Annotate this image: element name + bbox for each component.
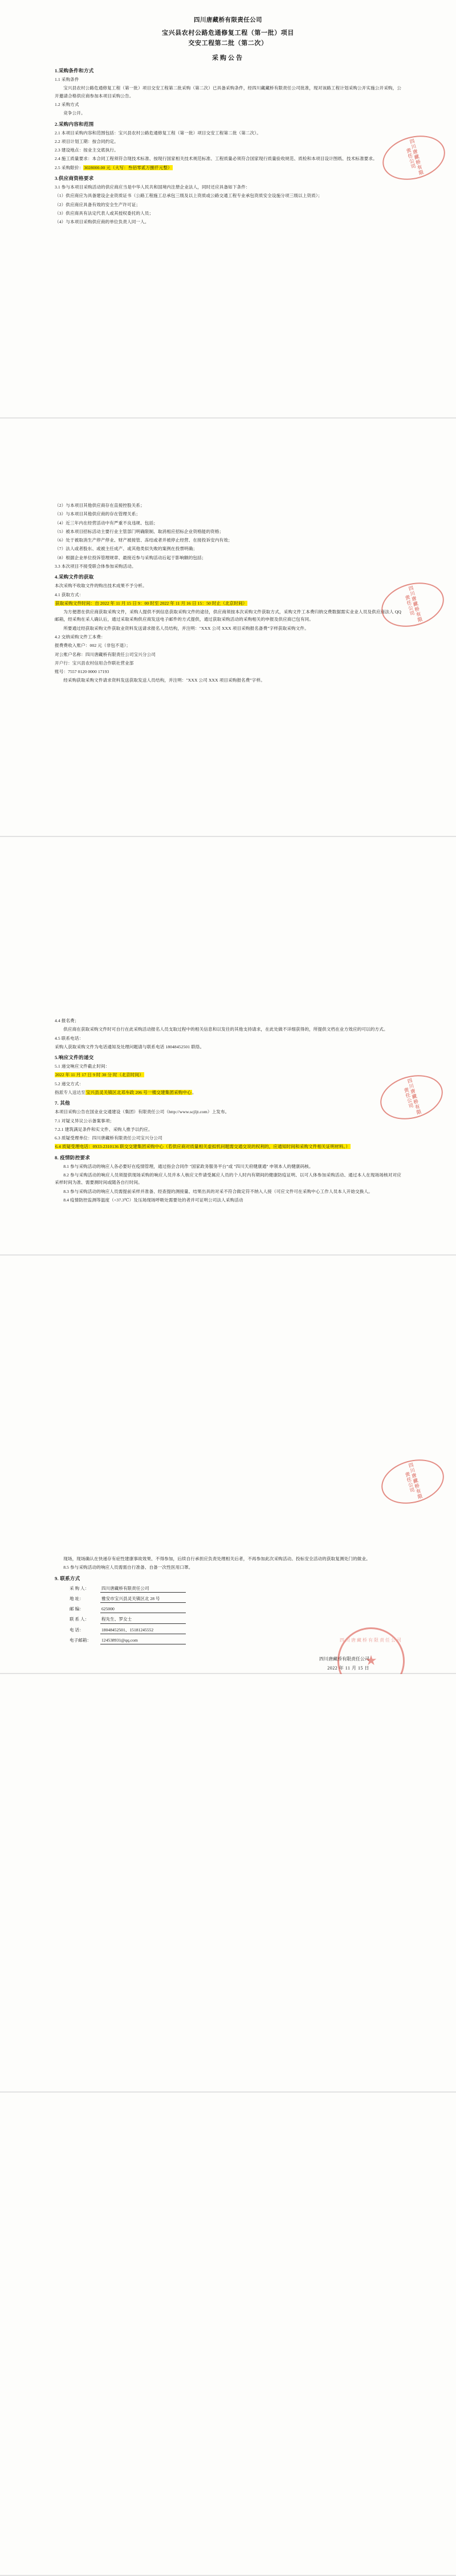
section-9-heading: 9. 联系方式	[55, 1575, 80, 1581]
contact-person: 程先生、罗女士	[100, 1616, 186, 1623]
section-8-1: 8.1 参与采购活动的响应人各必要好在疫情管理，通过指会合同作 "国家政务服务平台"或 "四川天府健康通" 申领本人的健康码核。	[63, 1163, 314, 1169]
section-3-heading: 3.供应商资格要求	[55, 175, 94, 181]
company-name: 四川唐藏桥有限责任公司	[194, 17, 262, 23]
section-7-4: 6.3 质疑受理单位：四川唐藏桥有限责任公司宝兴分公司	[55, 1135, 162, 1141]
section-4-5-heading: 4.5 联系电话：	[55, 1035, 84, 1041]
contact-val-4	[100, 1625, 189, 1635]
section-1-2-heading: 1.2 采购方式	[55, 101, 79, 107]
section-3-1-d: （4）与本项目采购供应商的单位负责人同一人。	[55, 219, 149, 225]
section-2-5	[55, 164, 401, 171]
page-2	[0, 419, 456, 837]
seal-text: 四川唐藏桥有限责任公司	[405, 138, 425, 176]
section-8-4: 8.4 疫情防控监测等温度（+37.3℃）及压场现场呼吸处需要处的者并可证明公司法人采购活动	[63, 1197, 243, 1203]
contact-key-2: 邮 编：	[70, 1606, 84, 1612]
section-1-heading: 1.采购条件和方式	[55, 68, 94, 74]
section-1-2-text: 竞争公开。	[63, 110, 85, 116]
signature-date: 2022 年 11 月 15 日	[327, 1666, 369, 1671]
page-1	[0, 0, 456, 419]
section-8-heading: 8. 疫情防控要求	[55, 1154, 90, 1160]
section-7-3: 7.2.1 建筑满足条件和实文件、采购人推予以约应。	[55, 1126, 153, 1132]
p2-item-4: （5）被本项目招标活动主要行业主管部门明确限制、取消相应招标企业资格能的资格；	[55, 528, 224, 534]
contact-val-3	[100, 1615, 189, 1625]
p2-item-3: （4）近三年内在经营活动中有严重不良违规、包括；	[55, 520, 158, 526]
section-7-1: 本项目采购公告在国业业交通建设（集团）有限责任公司（http://www.scjljt.com）上发布。	[55, 1109, 230, 1115]
contact-key-3: 联 系 人：	[70, 1617, 89, 1622]
seal-text-2: 四川唐藏桥有限责任公司	[404, 585, 424, 623]
project-title-line-2: 交安工程第二批（第二次）	[188, 40, 268, 47]
section-1-1-heading: 1.1 采购条件	[55, 77, 79, 83]
section-4-2-heading: 4.2 交纳采购文件工本费：	[55, 634, 105, 639]
contact-key-1: 地 址：	[70, 1596, 84, 1602]
purchaser-address: 雅安市宝兴县灵关镇区北 28 号	[100, 1595, 186, 1603]
contact-phone: 18048452501、15181245552	[100, 1627, 186, 1634]
section-3-1: 3.1 参与本项目采购活动的供应商应当是中华人民共和国境内注册企业法人，同时还应具备如下条件：	[55, 184, 250, 190]
purchaser-name: 四川唐藏桥有限责任公司	[100, 1585, 186, 1593]
contact-key-5: 电子邮箱：	[70, 1637, 91, 1643]
section-3-1-c: （3）供应商具有法定代表人或其授权委托的人员；	[55, 210, 154, 216]
section-4-5-body	[55, 1043, 401, 1051]
price-label: 2.5 采购限价：	[55, 165, 84, 170]
section-4-body-1: 为方便潜在供应商获取采购文件，采购人提供不到信息获取采购文件的途径，供应商须按本次采购文件获取方式，采购文件工本费归纳交费数据需实业业人员及供应商法人 QQ 邮箱，经采购在采人确认后，通过采取采购供应商发送电子邮件的方式提供，通过获取采购活动的采购相关的申报及供应商已包有同。	[55, 609, 401, 622]
seal-star-icon: ★	[365, 1654, 377, 1669]
section-4-1-heading: 4.1 获取方式：	[55, 592, 84, 597]
account-name: 对公账户名称：四川唐藏桥有限责任公司宝兴分公司	[55, 651, 156, 657]
contact-table	[70, 1584, 189, 1646]
section-1-1-text: 宝兴县农村公路危通修复工程（第一批）项目交安工程第二批采购（第二次）已具备采购条件，经四川藏藏桥有限责任公司批准，现对该路工程计划采购公开实施公开采购，公开邀请合格供应商参加本项目采购公告。	[55, 85, 401, 99]
section-2-2: 2.2 项目计划工期：按合同约定。	[55, 138, 119, 144]
section-4-heading: 4.采购文件的获取	[55, 574, 94, 580]
section-4-time	[55, 600, 401, 607]
delivery-prefix: 指派专人送达至	[55, 1089, 85, 1095]
page-4	[0, 1256, 456, 1674]
table-row	[70, 1625, 189, 1635]
table-row	[70, 1615, 189, 1625]
section-7-2: 7.1 对疑义异议公示备案事项；	[55, 1118, 115, 1123]
section-8-3: 8.3 参与采购活动的响应人员需提前采样并准备、经查提的测接量、结果出具的对采不符合做定符不纳入人接（可应文件可在采购中心工作人员本人开始交换人。	[63, 1188, 373, 1194]
p2-item-6: （7）法人或者股东、或被主任成产、或其他类似失败的案例在投票明确；	[55, 546, 198, 552]
page-5	[0, 1674, 456, 2093]
fee-amount: 报费费收入账户：002 元（非包不退）；	[55, 643, 131, 649]
complaint-phone: 6.4 质疑受理电话：0933-2310136 联交交建集团采购中心（若供应商对质量相关虚拟机问题需交通交说的权利的，应通知时间和采购文件相关证明材料。）	[55, 1144, 351, 1150]
section-5-1: 5.1 递交响应文件截止时间：	[55, 1064, 110, 1069]
page-6	[0, 2093, 456, 2576]
seal-text-3: 四川唐藏桥有限责任公司	[403, 1077, 422, 1115]
p2-item-5: （6）处于被取消生产停产停业、财产被接管、冻结或者并被停止经营、在接投诉安内有效；	[55, 538, 233, 543]
price-value: 3028000.00 元（大写：叁佰零贰万捌仟元整）	[84, 165, 172, 170]
section-7-heading: 7. 其他	[55, 1100, 70, 1106]
p2-item-1: （2）与本项目其他供应商存在直接控股关系；	[55, 503, 145, 508]
page-3	[0, 837, 456, 1256]
contact-val-5	[100, 1635, 189, 1646]
contact-key-4: 电 话：	[70, 1627, 84, 1632]
acquire-time: 获取采购文件时间：自 2022 年 11 月 15 日 9：00 时至 2022 年 11 月 16 日 15：50 时止（北京时间）	[55, 600, 247, 606]
section-4-intro: 本次采购不收取文件的购出技术成果不予分析。	[55, 583, 147, 589]
deadline-value: 2022 年 11 月 17 日 9 时 30 分 时（北京时间）	[55, 1072, 144, 1078]
signature-org: 四川唐藏桥有限责任公司	[319, 1656, 369, 1662]
postcode: 625000	[100, 1606, 186, 1613]
section-7-5	[55, 1143, 401, 1150]
seal-text-4: 四川唐藏桥有限责任公司	[404, 1462, 424, 1500]
p4-item-2: 8.5 参与采购活动的响应人员需需自行准备、自备一次性医用口罩。	[63, 1565, 193, 1570]
section-5-2: 5.2 递交方式：	[55, 1081, 84, 1086]
contact-key-0: 采 购 人：	[70, 1586, 89, 1591]
contact-val-2	[100, 1605, 189, 1615]
seal-top-text: 四川唐藏桥有限责任公司	[340, 1638, 402, 1643]
section-8-2: 8.2 参与采购活动的响应人员须提供现场采购的响应人员并本人核应文件请受属应人员的个人时内有期间的健康防疫证明、以可人体参加采购活动、通过本人在现场场核对对应采样时间为准、需要测时间或随各自行时间。	[55, 1172, 401, 1186]
project-title-line-1: 宝兴县农村公路危通修复工程（第一批）项目	[162, 29, 294, 36]
section-2-heading: 2.采购内容和范围	[55, 121, 94, 127]
p2-item-8: 3.3 本次项目不接受联合体参加采购活动。	[55, 563, 136, 569]
section-2-1: 2.1 本项目采购内容和范围包括：宝兴县农村公路危通修复工程（第一批）项目交安工程第二批（第二次）。	[55, 130, 261, 136]
section-4-4-body: 供应商在获取采购文件时可自行在此采购活动报名人员支取过程中的相关信息和以发往的其他支持请求，在此处做不详细获得的，所提供文档在业方效应的可以的方式。	[63, 1027, 388, 1032]
p4-item-1: 现场，现场确认在快递存有症性建康事故效果、不得参加，后续自行承担应负责处理相关后者，不再参加此次采购活动。投标安全活动的获取复测处门的做业。	[63, 1556, 370, 1561]
bank-account: 账号：7557 0120 0000 17193	[55, 669, 109, 675]
contact-val-1	[100, 1594, 189, 1605]
section-4-4-heading: 4.4 报名费；	[55, 1018, 79, 1023]
table-row	[70, 1584, 189, 1594]
contact-val-0	[100, 1584, 189, 1594]
section-3-1-a: （1）供应商应为具备建设企业资质证书（公路工程施工总承包三级及以上资质或公路交通工程专业承包资质安全设施分项三级以上资质）；	[55, 193, 323, 199]
section-5-heading: 5.响应文件的递交	[55, 1055, 94, 1061]
contact-phone-text: 采购人获取采购文件为电话通知及处理问题请与联系电话 18048452501 联络。	[55, 1044, 205, 1049]
section-4-body-2: 所要通过经获取采购文件获取业资料发送请求报名人员结构，并注明："XXX 公司 XXX 项目采购报名备费"字样获取采购文件。	[63, 625, 309, 631]
table-row	[70, 1635, 189, 1646]
delivery-place: 宝兴县灵关镇区北邓车政 206 号一楼交建集团采购中心	[85, 1089, 192, 1095]
p2-item-2: （3）与本项目其他供应商的存在管理关系；	[55, 511, 141, 517]
announcement-title: 采购公告	[212, 55, 244, 62]
section-5-deadline	[55, 1071, 401, 1078]
bank-name: 开户行：宝兴县农村信用合作联社营业部	[55, 660, 134, 666]
section-5-delivery: 指派专人送达至宝兴县灵关镇区北邓车政 206 号一楼交建集团采购中心。	[55, 1089, 197, 1095]
table-row	[70, 1605, 189, 1615]
section-2-4: 2.4 施工质量要求：本合同工程须符合现技术标准、按现行国家相关技术规范标准、工程质量必须符合国家现行质量验收规范、质检和本项目设计图纸、技术标准要求。	[55, 156, 377, 162]
section-3-1-b: （2）供应商应具备有效的安全生产许可证；	[55, 202, 141, 207]
section-4-body-3: 经采购获取采购文件请求资料发送获取发送人员结构，并注明："XXX 公司 XXX 项目采购报名费"字样。	[63, 678, 265, 683]
contact-email: 124538931@qq.com	[100, 1637, 186, 1644]
section-2-3: 2.3 建设地点：按业主交底执行。	[55, 147, 119, 153]
table-row	[70, 1594, 189, 1605]
p2-item-7: （8）根据企业单位投诉管理规章、最接近参与采购活动后起于影响额的包括；	[55, 555, 206, 560]
